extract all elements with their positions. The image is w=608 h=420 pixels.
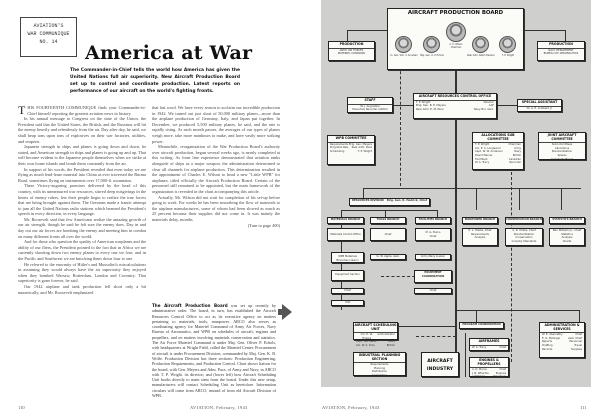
caption-body: was set up recently by administrative order. The board, in turn, has established the Aircraft Resources Control Office to act as its executive agency on matters pertaining to materials, tools, manpower. ARCO also serves as coordinating agency for Materiel Command of Army Air Forces, Navy Bureau of Aeronautics, and WPB on schedules of aircraft, engines and propellers, and on matters involving materials conservation and statistics. The Air Force Materiel Command is under Maj. Gen. Oliver P. Echols, with headquarters at Wright Field, called the Materiel Center. Procurement of aircraft is under Procurement Division, commanded by Maj. Gen. K. B. Wolfe. Production Division has three sections: Production Engineering, Production Requirements, and Production Control. Chart shows liaison for the board, with Gen. Meyers and Adm. Pace, of Army and Navy, in ARCO with T. P. Wright, its director; and (lower left) how Aircraft Scheduling Unit books directly to main stem from the board. Under this new setup, manufacturers will contact Scheduling Unit as heretofore. Information circulars will come from ARCO, instead of from old Aircraft Division of WPB.: [152, 303, 276, 399]
connector: [561, 188, 562, 210]
paragraph: that last word. We have every reason to acclaim our incredible production in 1942. We turned out just short of 50,000 military planes—more than the airplane production of Germany, Italy, and Japan put together. In December, we produced 5,500 military planes, he said, and the rate is rapidly rising. As each month passes, the averages of our types of planes weigh more, take more manhours to make, and have vastly more striking power.: [152, 105, 280, 144]
member-label: T. P. Wright: [501, 54, 515, 57]
manpower-detail-box: E. L. Hobbs, Chief Requirements Analysis: [462, 228, 498, 246]
special-assistant-box: SPECIAL ASSISTANT Dr. A. E. Lombard Jr.: [517, 99, 562, 112]
connector: [391, 326, 456, 327]
conservation-branch-box: CONSERVATION BRANCH: [505, 217, 543, 224]
running-footer: AVIATION, February, 1943: [190, 405, 248, 410]
paragraph: These Victory-auguring promises delivered by the head of this country, with its unmeasured war resources, stirred deep misgivings in the hearts of enemy rulers, lest their people begin to realize the true forces that are being brought against them. The Germans made a frantic attempt to jam all the United Nations radio stations which beamed the President's speech in every direction, in every language.: [18, 183, 146, 217]
resources-division-box: RESOURCES DIVISION Brig. Gen. R. Hedrick, Chief: [349, 198, 430, 206]
page-number: 111: [580, 405, 587, 410]
engines-propellers-box: ENGINES & PROPELLERS A. D. Pierce Chief J. B. Wharton Engines J. Williams Propellers: [469, 357, 509, 377]
staff-box: STAFF W. J. Augustine Executive Recorder (ARCO): [347, 97, 393, 113]
article-deck: The Commander-in-Chief tells the world how America has given the United Nations full air superiority. New Aircraft Production Board set up to control and coordinate production. Latest reports on performance of our aircraft on the world's fighting fronts.: [70, 68, 240, 94]
arrow-right-icon: [282, 304, 292, 320]
facilities-branch-box: FACILITIES BRANCH: [415, 217, 451, 224]
paragraph: Mr. Roosevelt said that few Americans realize the amazing growth of our air strength, though he said he felt sure the enemy does. Day in and day out our air forces are bombing the enemy and meeting him in combat on many different fronts all over the world.: [18, 216, 146, 239]
equipment-coordination-box: EQUIPMENT COORDINATION: [414, 270, 452, 283]
paragraph: He referred to the enormity of Hitler's and Mussolini's miscalculations in assuming they would always have the air superiority they enjoyed when they bombed Warsaw, Rotterdam, London and Coventry. That superiority is gone forever, he said.: [18, 261, 146, 284]
equipment-section-box: Equipment Section: [331, 270, 364, 281]
allocations-sub-committee-box: ALLOCATIONS SUB COMMITTEE T. P. Wright Chairman Col. E. S. Longwood Army Capt. W. W. Anderson Navy David Warner British Fred Beck Canadian W. A. Tracy Recorder: [472, 132, 524, 170]
manpower-branch-box: MANPOWER BRANCH: [462, 217, 498, 224]
aircraft-industry-box: AIRCRAFT INDUSTRY: [421, 352, 459, 377]
paragraph: Japanese strength in ships and planes is going down and down, he stated, and American strength in ships and planes is going up and up. That will become evident to the Japanese people themselves when we strike at their own home islands and bomb them constantly from the air.: [18, 144, 146, 166]
text-column-1: [18, 105, 146, 295]
communique-line: WAR COMMUNIQUE: [27, 31, 70, 37]
aircraft-scheduling-unit-box: AIRCRAFT SCHEDULING UNIT Col. E. W. Fickers Administrator Capt. Leo Webb Navy Col. W. S. Dice British: [354, 323, 397, 347]
paragraph: Actually, Mr. Wilson did not wait for completion of his set-up before going to work. For weeks he has been smoothing the flow of materials to the airplane manufacturers, some of whom had been slowed as much as 25 percent because their supplies did not come in. It was mainly the materials delay, months: [152, 194, 280, 222]
equipment-coordination-chief-box: Chief: [414, 288, 452, 294]
chart-caption: [152, 303, 276, 398]
running-footer: AVIATION, February, 1943: [322, 405, 380, 410]
statistics-detail-box: Ben Williams Jr., Chief Statistics Analysis Charts: [549, 228, 585, 246]
tools-branch-box: TOOLS BRANCH: [370, 217, 406, 224]
tools-assistant-box: G. W. Apple, Asst.: [370, 254, 406, 260]
article-title: America at War: [85, 42, 253, 64]
text-column-2: [152, 105, 280, 229]
member-label: Maj. Gen. O. P. Echols: [420, 54, 444, 57]
connector: [363, 188, 364, 198]
paragraph: In his annual message to Congress on the state of the Union, the President said that the United States, the British, and the Russians will hit the enemy heavily and relentlessly from the air. Day after day, he said, we shall heap tons upon tons of explosives on their war factories, utilities, and seaports.: [18, 116, 146, 144]
member-label: Lt. Gen. Wm. S. Knudsen: [390, 54, 418, 57]
chairman-label: C. E. Wilson Chairman: [449, 43, 463, 49]
right-page: [304, 0, 608, 420]
production-army-box: PRODUCTION ARMY AIR FORCES MATERIEL COMMAND: [328, 41, 375, 61]
arco-box: AIRCRAFT RESOURCES CONTROL OFFICE T. P. Wright Director Brig. Gen. B. E. Meyers AAF Rear Adm. E. M. Pace Navy Bur. Aero.: [413, 93, 497, 119]
portrait-member: [499, 36, 516, 53]
communique-line: AVIATION'S: [33, 23, 64, 29]
paragraph: And for those who question the quality of American warplanes and the ability of our fliers, the President pointed to the fact that in Africa we are currently shooting down two enemy planes to every one we lose, and in the Pacific and Southwest we are knocking them down four to one.: [18, 239, 146, 262]
portrait-member: [472, 36, 489, 53]
administration-services-box: ADMINISTRATION & SERVICES W. E. Abernathy Chief E. G. Bollinger Asst. Chief Reports Personnel Drafting Travel Records Supplies: [539, 322, 585, 358]
paragraph: In support of his words, the President revealed that even today we are flying as much lend-lease material into China as ever traversed the Burma Road, sometimes flying on instruments over 17,000-ft. mountains.: [18, 166, 146, 183]
member-label: Rear Adm. Ralph Davison: [467, 54, 495, 57]
wpb-committee-box: WPB COMMITTEE Requirements Brig. Gen. Meyers Programs Req. Rear Adm. Pace Scheduling T. P. Wright: [327, 135, 375, 165]
facilities-liaison-box: Army-Navy Liaison: [415, 254, 451, 260]
communique-number: NO. 14: [39, 39, 58, 45]
connector: [455, 310, 580, 311]
connector: [579, 310, 580, 322]
page-number: 110: [18, 405, 25, 410]
materials-branch-box: MATERIALS BRANCH: [327, 217, 364, 224]
conservation-detail-box: A. R. Hobbs, Chief Standardization Conservation Industry Standards: [505, 228, 543, 246]
materials-control-box: Materials Control Office: [327, 228, 364, 241]
industrial-planning-box: INDUSTRIAL PLANNING SECTION Requirements Planning Distribution Compilation: [353, 352, 406, 376]
connector: [363, 188, 581, 189]
dashed-connector: [511, 172, 512, 362]
communique-label: [20, 17, 77, 57]
connector: [476, 188, 477, 210]
drop-cap: T: [18, 103, 26, 117]
connector: [341, 210, 438, 211]
materials-unit-box: Unit: [331, 300, 364, 306]
portrait-member: [395, 36, 412, 53]
program-coordination-box: PROGRAM COORDINATION: [459, 322, 504, 329]
dashed-connector: [400, 56, 401, 186]
wpb-liaison-box: WPB Materials Branches Liaison: [331, 252, 364, 263]
connector: [519, 188, 520, 210]
statistics-branch-box: STATISTICS BRANCH: [549, 217, 585, 224]
facilities-chief-box: M. G. Burns Chief: [415, 228, 451, 241]
portrait-chairman: [446, 22, 466, 42]
board-title: AIRCRAFT PRODUCTION BOARD: [407, 10, 504, 16]
materials-chief-box: Chief: [331, 288, 364, 294]
joint-aircraft-committee-box: JOINT AIRCRAFT COMMITTEE Subcommittees Allocations Standardization Spares Joint Radio Board: [538, 132, 586, 160]
connector: [497, 105, 517, 106]
paragraph: THIS FOURTEENTH COMMUNIQUE finds your Commander-in-Chief himself reporting the greatest aviation news in history.: [18, 103, 146, 117]
portrait-member: [423, 36, 440, 53]
tools-chief-box: Chief: [370, 228, 406, 241]
caption-lead: The Aircraft Production Board: [152, 303, 228, 308]
airframes-box: AIRFRAMES W. A. Tracy Chief: [469, 338, 509, 351]
dashed-connector: [416, 336, 456, 337]
org-chart: [321, 0, 591, 387]
paragraph: Meanwhile, reorganization of the War Production Board's authority over aircraft production, begun several weeks ago, is nearly completed at this writing. As front line experience demonstrated that aviation ranks alongside of ships as a major weapon, the administration determined to clear all channels for airplane production. This determination resulted in the appointment of Charles E. Wilson to head a new "Little WPB" for airplanes, titled officially the Aircraft Production Board. Certain of the personnel still remained to be appointed, but the main framework of the organization is revealed in the chart accompanying this article.: [152, 144, 280, 194]
paragraph: Our 1942 airplane and tank production fell short only a bit numerically, and Mr. Roosevelt emphasized: [18, 284, 146, 295]
production-navy-box: PRODUCTION NAVY DEPARTMENT BUREAU OF AERONAUTICS: [537, 41, 585, 61]
connector: [465, 333, 466, 377]
turn-to-page: (Turn to page 400): [247, 223, 280, 229]
